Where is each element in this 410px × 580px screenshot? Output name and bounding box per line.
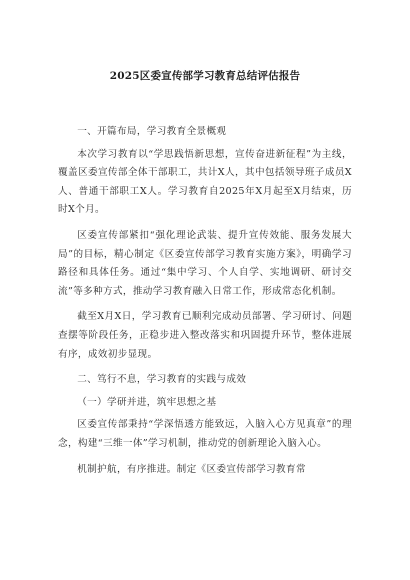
paragraph-continued: 机制护航，有序推进。制定《区委宣传部学习教育常 [77,463,306,475]
paragraph-overview: 本次学习教育以“学思践悟新思想，宣传奋进新征程”为主线，覆盖区委宣传部全体干部职工，共计X人，其中包括领导班子成员X人、普通干部职工X人。学习教育自2025年X月起至X月结束，历时X个月。 [58,148,352,216]
document-title: 2025区委宣传部学习教育总结评估报告 [109,70,301,82]
section-heading-2: 二、笃行不息，学习教育的实践与成效 [77,374,247,386]
subsection-heading-1: （一）学研并进，筑牢思想之基 [77,396,217,408]
paragraph-mechanism: 区委宣传部秉持“学深悟透方能致远，入脑入心方见真章”的理念，构建“三维一体”学习机制，推动党的创新理论入脑入心。 [58,419,352,449]
paragraph-progress: 截至X月X日，学习教育已顺利完成动员部署、学习研讨、问题查摆等阶段任务，正稳步进入整改落实和巩固提升环节，整体进展有序，成效初步显现。 [58,311,352,360]
section-heading-1: 一、开篇布局，学习教育全景概观 [77,126,227,137]
paragraph-goals: 区委宣传部紧扣“强化理论武装、提升宣传效能、服务发展大局”的目标，精心制定《区委宣传部学习教育实施方案》，明确学习路径和具体任务。通过“集中学习、个人自学、实地调研、研讨交流”等多种方式，推动学习教育融入日常工作，形成常态化机制。 [58,229,352,297]
